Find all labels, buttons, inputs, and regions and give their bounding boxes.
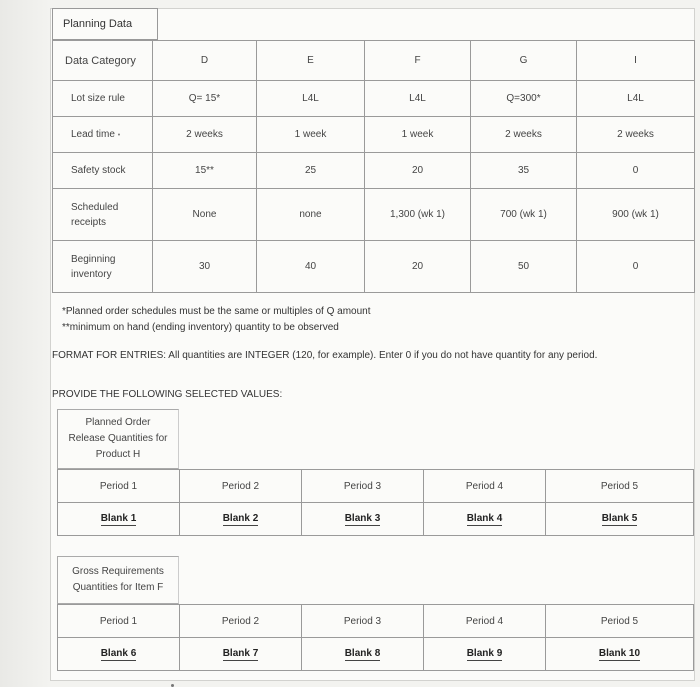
cell-value: 15** — [153, 153, 257, 189]
section-label-line: Gross Requirements — [72, 566, 164, 577]
period-label: Period 5 — [546, 605, 694, 638]
blank-label: Blank 5 — [601, 512, 638, 524]
row-label-line: inventory — [71, 268, 112, 280]
cell-value: 20 — [365, 153, 471, 189]
blank-label: Blank 8 — [344, 647, 381, 659]
row-label-line: receipts — [71, 216, 107, 228]
row-scheduled-receipts — [53, 189, 695, 241]
gross-requirements-table — [57, 604, 694, 671]
cell-value: 35 — [471, 153, 577, 189]
cell-value: 2 weeks — [153, 117, 257, 153]
cell-value: 900 (wk 1) — [577, 189, 695, 241]
bullet-marker: • — [117, 132, 121, 139]
blank-input[interactable] — [180, 638, 302, 671]
section-label-line: Quantities for Item F — [72, 582, 164, 593]
blank-input[interactable] — [546, 503, 694, 536]
section-label-line: Release Quantities for — [68, 433, 168, 444]
period-label: Period 1 — [58, 470, 180, 503]
footnotes — [62, 304, 371, 336]
header-row — [53, 41, 695, 81]
cell-value: 2 weeks — [471, 117, 577, 153]
period-row — [58, 605, 694, 638]
blank-label: Blank 9 — [466, 647, 503, 659]
cell-value: 30 — [153, 241, 257, 293]
blank-input[interactable] — [546, 638, 694, 671]
blank-input[interactable] — [180, 503, 302, 536]
cell-value: L4L — [577, 81, 695, 117]
blank-label: Blank 2 — [222, 512, 259, 524]
row-label-text: Lead time — [71, 129, 115, 140]
blank-input[interactable] — [424, 638, 546, 671]
row-label-line: Beginning — [71, 253, 116, 265]
section-label-line: Planned Order — [85, 417, 151, 428]
row-label: Lot size rule — [53, 81, 153, 117]
item-header: G — [471, 41, 577, 81]
row-label — [53, 117, 153, 153]
planning-data-table — [52, 40, 695, 293]
data-category-label: Data Category — [53, 41, 153, 81]
period-row — [58, 470, 694, 503]
cell-value: 1,300 (wk 1) — [365, 189, 471, 241]
period-label: Period 1 — [58, 605, 180, 638]
row-label-line: Scheduled — [71, 201, 119, 213]
row-beginning-inventory — [53, 241, 695, 293]
blank-label: Blank 4 — [466, 512, 503, 524]
item-header: E — [257, 41, 365, 81]
blank-input[interactable] — [424, 503, 546, 536]
cell-value: none — [257, 189, 365, 241]
blank-input[interactable] — [58, 638, 180, 671]
row-lot-size — [53, 81, 695, 117]
cell-value: 0 — [577, 241, 695, 293]
cell-value: L4L — [365, 81, 471, 117]
cell-value: 40 — [257, 241, 365, 293]
period-label: Period 5 — [546, 470, 694, 503]
item-header: I — [577, 41, 695, 81]
blank-label: Blank 1 — [100, 512, 137, 524]
period-label: Period 4 — [424, 605, 546, 638]
row-safety-stock — [53, 153, 695, 189]
blank-label: Blank 7 — [222, 647, 259, 659]
cell-value: L4L — [257, 81, 365, 117]
cell-value: 1 week — [257, 117, 365, 153]
page-shadow — [0, 0, 50, 687]
cell-value: 700 (wk 1) — [471, 189, 577, 241]
cell-value: 1 week — [365, 117, 471, 153]
row-label — [53, 241, 153, 293]
item-header: F — [365, 41, 471, 81]
footnote-2: **minimum on hand (ending inventory) quantity to be observed — [62, 322, 339, 333]
blank-label: Blank 10 — [598, 647, 641, 659]
planning-data-title: Planning Data — [52, 8, 158, 40]
row-lead-time — [53, 117, 695, 153]
blank-row — [58, 503, 694, 536]
period-label: Period 2 — [180, 605, 302, 638]
footnote-1: *Planned order schedules must be the same or multiples of Q amount — [62, 306, 371, 317]
period-label: Period 2 — [180, 470, 302, 503]
format-instructions: FORMAT FOR ENTRIES: All quantities are INTEGER (120, for example). Enter 0 if you do not have quantity for any period. — [52, 350, 598, 361]
cell-value: 25 — [257, 153, 365, 189]
provide-heading: PROVIDE THE FOLLOWING SELECTED VALUES: — [52, 389, 283, 400]
cell-value: 50 — [471, 241, 577, 293]
blank-input[interactable] — [302, 503, 424, 536]
period-label: Period 4 — [424, 470, 546, 503]
cell-value: Q=300* — [471, 81, 577, 117]
cell-value: 0 — [577, 153, 695, 189]
blank-input[interactable] — [302, 638, 424, 671]
row-label: Safety stock — [53, 153, 153, 189]
blank-label: Blank 6 — [100, 647, 137, 659]
blank-label: Blank 3 — [344, 512, 381, 524]
row-label — [53, 189, 153, 241]
cell-value: 20 — [365, 241, 471, 293]
cell-value: None — [153, 189, 257, 241]
blank-input[interactable] — [58, 503, 180, 536]
cell-value: Q= 15* — [153, 81, 257, 117]
section-label-line: Product H — [95, 449, 141, 460]
item-header: D — [153, 41, 257, 81]
cell-value: 2 weeks — [577, 117, 695, 153]
period-label: Period 3 — [302, 470, 424, 503]
period-label: Period 3 — [302, 605, 424, 638]
planned-order-release-table — [57, 469, 694, 536]
section-2-label — [57, 556, 179, 604]
blank-row — [58, 638, 694, 671]
section-1-label — [57, 409, 179, 469]
